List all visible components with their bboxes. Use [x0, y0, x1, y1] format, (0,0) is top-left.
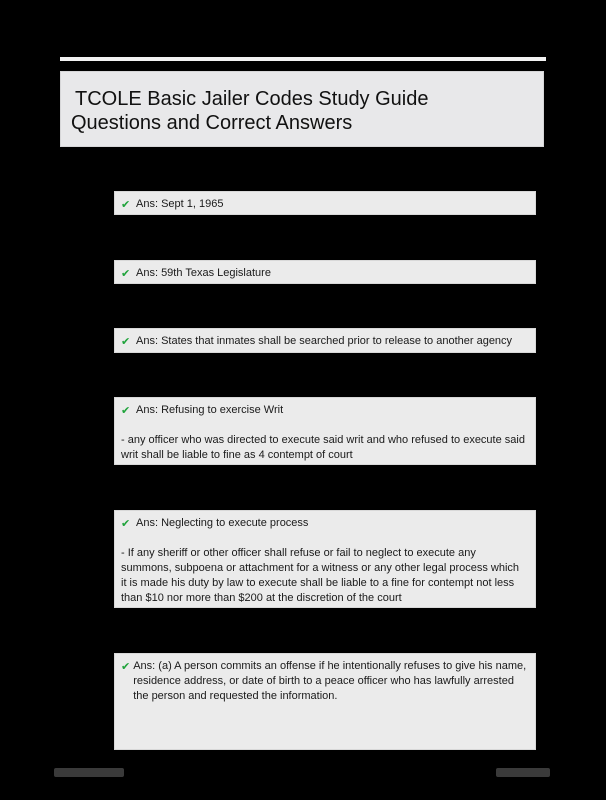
- answer-card-2: [114, 260, 536, 284]
- document-title-box: [60, 71, 544, 147]
- answer-detail: - If any sheriff or other officer shall refuse or fail to neglect to execute any summons, subpoena or attachment for a witness or any other legal process which it is made his duty by law to execute shall be liable to a fine for contempt not less than $10 nor more than $200 at the discretion of the court: [121, 547, 520, 604]
- answer-text: Ans: 59th Texas Legislature: [136, 267, 271, 279]
- footer-watermark-left: [54, 768, 124, 777]
- answer-text: Ans: Refusing to exercise Writ: [136, 404, 284, 416]
- document-title: TCOLE Basic Jailer Codes Study Guide: [75, 88, 429, 110]
- footer-watermark-right: [496, 768, 550, 777]
- document-subtitle: Questions and Correct Answers: [71, 112, 353, 134]
- answer-text: Ans: Neglecting to execute process: [136, 517, 309, 529]
- answer-card-5: [114, 510, 536, 608]
- check-icon: ✔: [121, 335, 131, 348]
- answer-card-1: [114, 191, 536, 215]
- check-icon: ✔: [121, 517, 131, 530]
- check-icon: ✔: [121, 267, 131, 280]
- answer-text: Ans: Sept 1, 1965: [136, 198, 224, 210]
- answer-card-4: [114, 397, 536, 465]
- header-rule: [60, 57, 546, 61]
- answer-text: Ans: (a) A person commits an offense if he intentionally refuses to give his name, residence address, or date of birth to a peace officer who has lawfully arrested the person and requested the information.: [133, 660, 527, 702]
- answer-card-3: [114, 328, 536, 353]
- check-icon: ✔: [121, 660, 131, 673]
- answer-detail: - any officer who was directed to execute said writ and who refused to execute said writ shall be liable to fine as 4 contempt of court: [121, 434, 525, 461]
- check-icon: ✔: [121, 198, 131, 211]
- answer-text: Ans: States that inmates shall be searched prior to release to another agency: [136, 335, 513, 347]
- check-icon: ✔: [121, 404, 131, 417]
- answer-card-6: [114, 653, 536, 750]
